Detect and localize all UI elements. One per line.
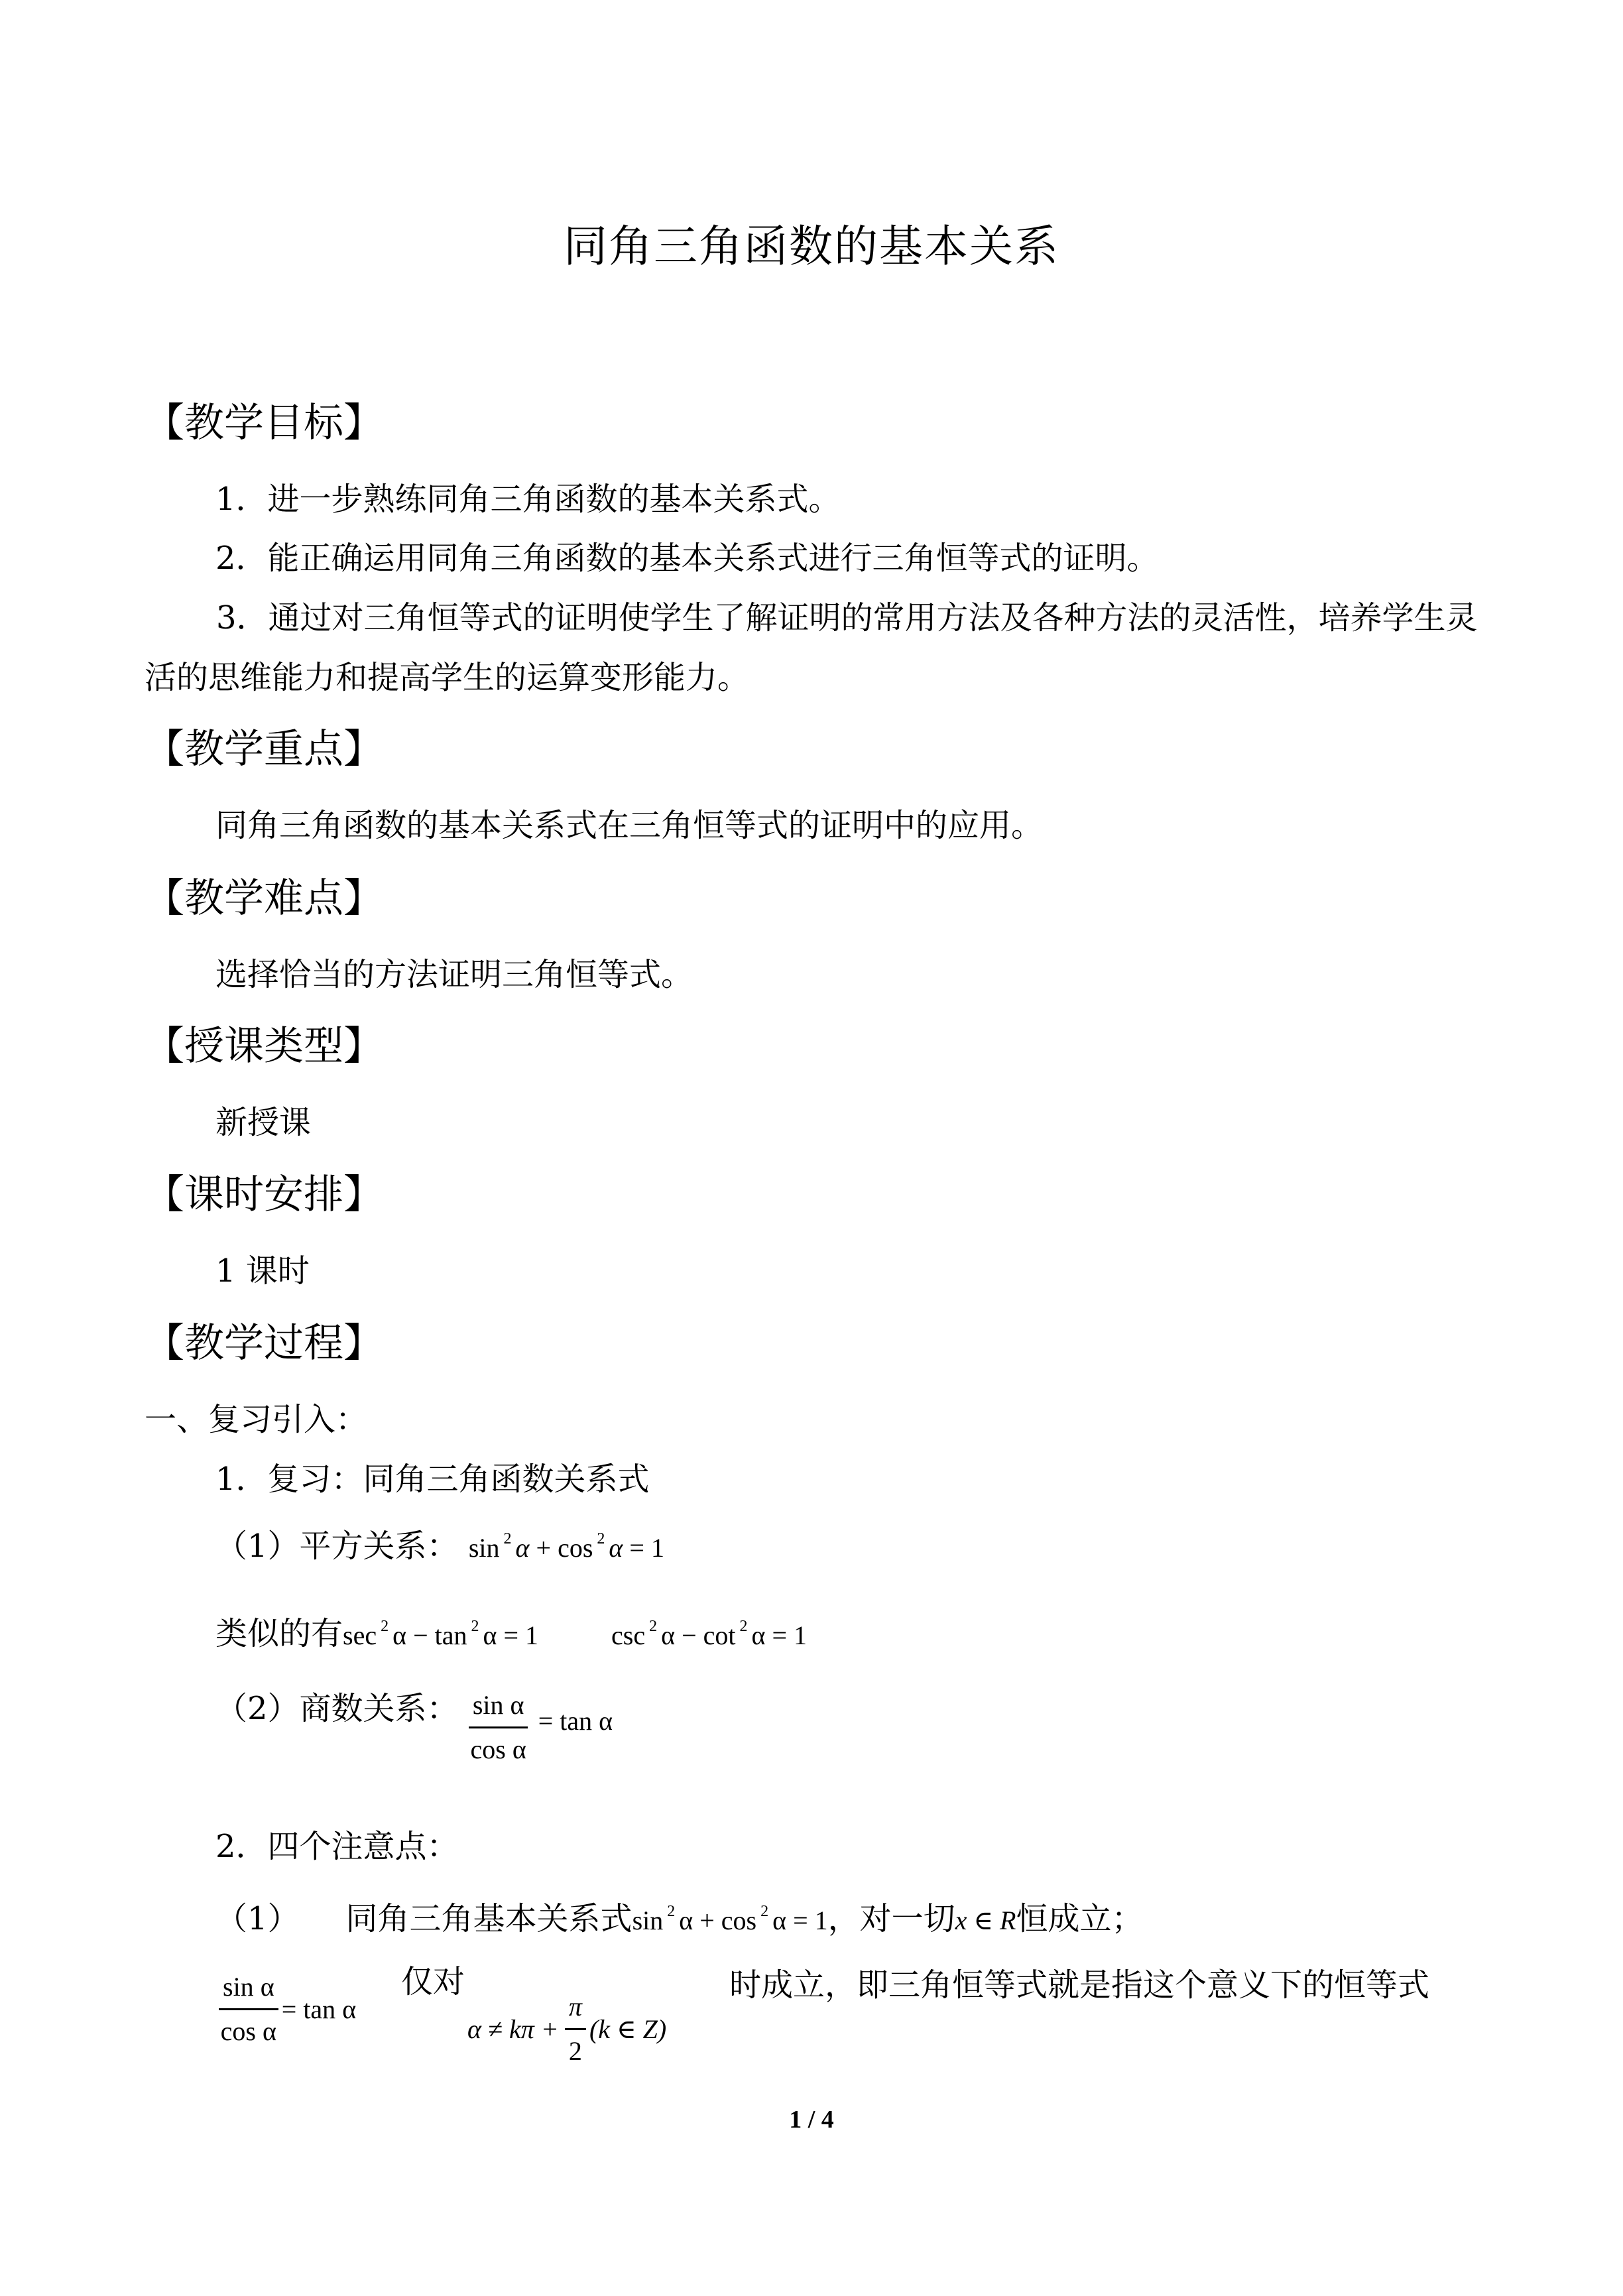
heading-key-points: 【教学重点】	[145, 726, 383, 772]
page-number: 1 / 4	[789, 2106, 834, 2134]
note1b-condition: α ≠ kπ + $\frac{\pi}{2}$ (k ∈ Z)	[467, 1992, 667, 2066]
heading-objectives: 【教学目标】	[145, 400, 383, 446]
heading-schedule: 【课时安排】	[145, 1172, 383, 1218]
notes-item: 2．四个注意点：	[215, 1828, 459, 1865]
document-title: 同角三角函数的基本关系	[564, 221, 1059, 272]
note1-line	[215, 1882, 1143, 1951]
quotient-relation-line	[215, 1677, 613, 1764]
heading-lesson-type: 【授课类型】	[145, 1023, 383, 1069]
part1-heading: 一、复习引入：	[145, 1401, 368, 1438]
x-in-R: x ∈ R	[955, 1905, 1016, 1935]
heading-process: 【教学过程】	[145, 1320, 383, 1366]
note1b-tan: = tan α	[281, 1994, 357, 2024]
note1-mid: ，对一切	[827, 1900, 955, 1937]
note1b-end: 时成立，即三角恒等式就是指这个意义下的恒等式	[729, 1966, 1430, 2004]
note1-label: （1）	[215, 1900, 300, 1937]
square-relation-formula: sin $^2$ α + cos $^2$ α = 1	[468, 1530, 664, 1563]
note1-formula: sin $^2$ α + cos $^2$ α = 1	[632, 1903, 828, 1935]
quotient-relation-label: （2）商数关系：	[215, 1690, 459, 1727]
similar-label: 类似的有	[215, 1615, 343, 1652]
square-relation-label: （1）平方关系：	[215, 1528, 459, 1565]
square-relation-line	[215, 1509, 664, 1578]
key-point-text: 同角三角函数的基本关系式在三角恒等式的证明中的应用。	[215, 807, 1044, 844]
quotient-result: = tan α	[538, 1706, 613, 1736]
note1-end: 恒成立；	[1016, 1900, 1144, 1937]
similar-relations-line	[215, 1597, 807, 1665]
objective-1: 1．进一步熟练同角三角函数的基本关系式。	[215, 481, 841, 518]
objective-3: 3．通过对三角恒等式的证明使学生了解证明的常用方法及各种方法的灵活性，培养学生灵活的思维能力和提高学生的运算变形能力。	[145, 599, 1478, 696]
note1-text: 同角三角基本关系式	[345, 1900, 632, 1937]
review-item: 1．复习：同角三角函数关系式	[215, 1461, 650, 1498]
note1b-fraction: $\frac{\text{sin α}}{\text{cos α}}$ = tan α	[219, 1972, 356, 2046]
schedule-text: 1 课时	[215, 1252, 310, 1290]
sec-tan-formula: sec $^2$ α − tan $^2$ α = 1	[343, 1618, 539, 1650]
quotient-fraction: $\frac{\text{sin α}}{\text{cos α}}$	[469, 1691, 528, 1764]
csc-cot-formula: csc $^2$ α − cot $^2$ α = 1	[611, 1618, 808, 1650]
objective-2: 2．能正确运用同角三角函数的基本关系式进行三角恒等式的证明。	[215, 540, 1159, 577]
note1b-only: 仅对	[401, 1963, 465, 2000]
lesson-type-text: 新授课	[215, 1104, 312, 1141]
difficulty-text: 选择恰当的方法证明三角恒等式。	[215, 956, 693, 993]
heading-difficulties: 【教学难点】	[145, 875, 383, 922]
